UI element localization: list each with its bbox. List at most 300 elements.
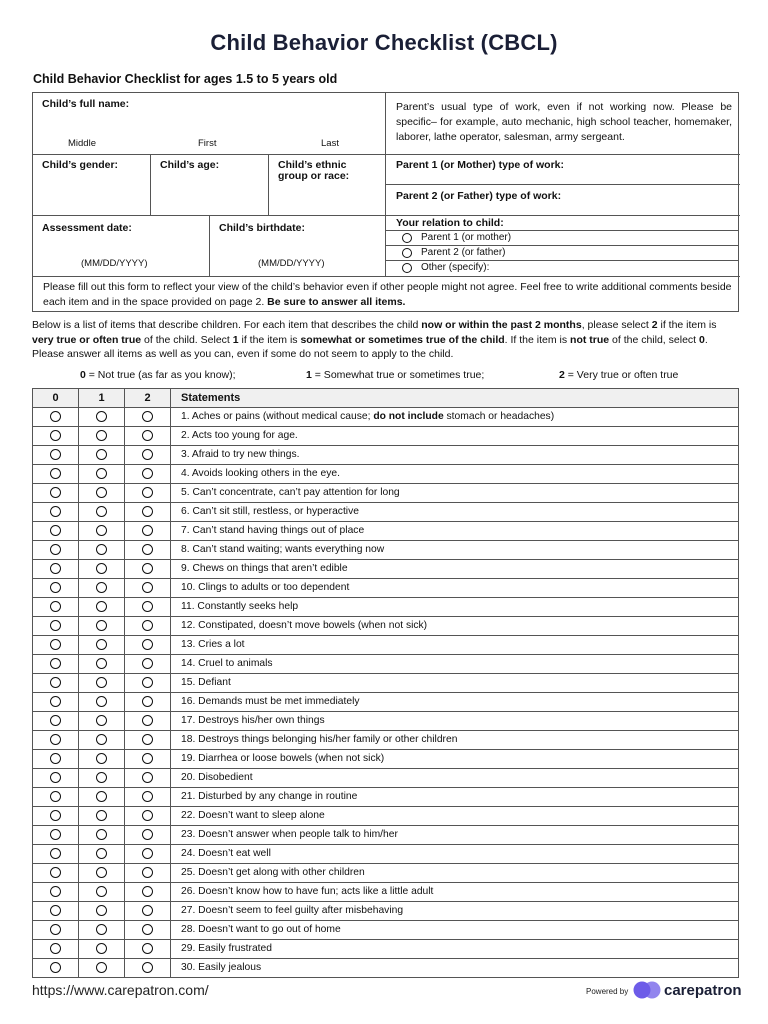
radio-option-0[interactable] — [50, 886, 61, 897]
radio-option-1[interactable] — [96, 848, 107, 859]
rating-cell-0 — [33, 863, 79, 882]
radio-option-2[interactable] — [142, 810, 153, 821]
column-header-0: 0 — [33, 389, 79, 408]
radio-option-2[interactable] — [142, 620, 153, 631]
rating-cell-1 — [79, 635, 125, 654]
statement-label: 17. Destroys his/her own things — [181, 715, 325, 727]
rating-cell-2 — [125, 502, 171, 521]
rating-cell-2 — [125, 920, 171, 939]
age-cell[interactable] — [151, 155, 269, 216]
radio-option-0[interactable] — [50, 962, 61, 973]
intro-bold: 0 — [699, 333, 705, 346]
parent2-work-cell[interactable] — [386, 185, 740, 216]
statement-label: 22. Doesn’t want to sleep alone — [181, 810, 325, 822]
radio-option-2[interactable] — [142, 886, 153, 897]
form-instructions — [43, 280, 733, 310]
statement-text — [171, 692, 739, 711]
statement-label: 15. Defiant — [181, 677, 231, 689]
child-info-table — [32, 92, 739, 312]
powered-by-text: Powered by — [586, 987, 629, 996]
ethnic-label-1: Child’s ethnic — [278, 159, 347, 171]
radio-option-1[interactable] — [96, 506, 107, 517]
radio-option-1[interactable] — [96, 905, 107, 916]
statement-text — [171, 502, 739, 521]
rating-cell-0 — [33, 844, 79, 863]
rating-cell-2 — [125, 673, 171, 692]
statement-label: 12. Constipated, doesn’t move bowels (when not sick) — [181, 620, 428, 632]
radio-option-0[interactable] — [50, 487, 61, 498]
rating-cell-0 — [33, 749, 79, 768]
rating-cell-0 — [33, 483, 79, 502]
radio-option-0[interactable] — [50, 430, 61, 441]
radio-option-0[interactable] — [50, 639, 61, 650]
radio-option-2[interactable] — [142, 829, 153, 840]
column-header-1: 1 — [79, 389, 125, 408]
table-row — [33, 730, 739, 749]
rating-cell-1 — [79, 673, 125, 692]
radio-option-1[interactable] — [96, 582, 107, 593]
statement-label: 3. Afraid to try new things. — [181, 449, 300, 461]
radio-circle[interactable] — [402, 263, 412, 273]
radio-option-1[interactable] — [96, 411, 107, 422]
statement-text — [171, 787, 739, 806]
radio-option-2[interactable] — [142, 677, 153, 688]
rating-cell-1 — [79, 464, 125, 483]
radio-option-2[interactable] — [142, 658, 153, 669]
intro-text: . Please answer all items as well as you can, even if some do not seem to apply to the child. — [32, 333, 708, 360]
radio-option-2[interactable] — [142, 772, 153, 783]
rating-cell-0 — [33, 616, 79, 635]
radio-option-0[interactable] — [50, 924, 61, 935]
statement-label: 2. Acts too young for age. — [181, 430, 298, 442]
rating-cell-2 — [125, 806, 171, 825]
rating-cell-1 — [79, 920, 125, 939]
rating-cell-0 — [33, 692, 79, 711]
rating-cell-2 — [125, 825, 171, 844]
rating-cell-1 — [79, 483, 125, 502]
rating-cell-0 — [33, 825, 79, 844]
rating-cell-0 — [33, 578, 79, 597]
statement-text — [171, 882, 739, 901]
instructions-emphasis: Be sure to answer all items. — [267, 296, 406, 308]
age-label: Child’s age: — [160, 159, 220, 171]
statement-label: 6. Can’t sit still, restless, or hyperactive — [181, 506, 359, 518]
radio-option-2[interactable] — [142, 449, 153, 460]
radio-option-1[interactable] — [96, 430, 107, 441]
radio-option-0[interactable] — [50, 468, 61, 479]
table-row — [33, 597, 739, 616]
table-row — [33, 426, 739, 445]
table-row — [33, 407, 739, 426]
radio-option-2[interactable] — [142, 734, 153, 745]
intro-bold: 2 — [651, 319, 658, 331]
table-row — [33, 635, 739, 654]
rating-cell-2 — [125, 882, 171, 901]
radio-option-2[interactable] — [142, 924, 153, 935]
statement-label: 29. Easily frustrated — [181, 943, 272, 955]
statement-text — [171, 426, 739, 445]
option-label: Parent 1 (or mother) — [421, 232, 512, 243]
full-name-cell[interactable] — [33, 93, 386, 155]
statement-text — [171, 654, 739, 673]
intro-bold: not true — [570, 333, 610, 346]
statement-label: 9. Chews on things that aren’t edible — [181, 563, 348, 575]
parent1-work-label: Parent 1 (or Mother) type of work: — [396, 159, 565, 171]
intro-text: if the item is — [657, 319, 717, 331]
table-row — [33, 882, 739, 901]
assessment-date-cell[interactable] — [33, 216, 210, 277]
statement-text — [171, 711, 739, 730]
rating-cell-0 — [33, 597, 79, 616]
radio-option-0[interactable] — [50, 867, 61, 878]
rating-cell-2 — [125, 559, 171, 578]
statement-label: 5. Can’t concentrate, can’t pay attention for long — [181, 487, 400, 499]
table-row — [33, 578, 739, 597]
statement-text — [171, 939, 739, 958]
intro-text: if the item is — [238, 333, 301, 346]
radio-option-2[interactable] — [142, 715, 153, 726]
radio-option-1[interactable] — [96, 658, 107, 669]
radio-option-1[interactable] — [96, 601, 107, 612]
page-title: Child Behavior Checklist (CBCL) — [210, 30, 558, 55]
rating-cell-2 — [125, 597, 171, 616]
statement-label: 25. Doesn’t get along with other children — [181, 867, 365, 879]
gender-label: Child’s gender: — [42, 159, 119, 171]
statement-text — [171, 407, 739, 426]
statement-text — [171, 559, 739, 578]
rating-cell-0 — [33, 407, 79, 426]
radio-option-1[interactable] — [96, 525, 107, 536]
statement-text — [171, 749, 739, 768]
radio-option-0[interactable] — [50, 753, 61, 764]
radio-option-2[interactable] — [142, 601, 153, 612]
rating-cell-0 — [33, 445, 79, 464]
relation-option-other[interactable] — [386, 260, 739, 275]
radio-option-0[interactable] — [50, 696, 61, 707]
table-row — [33, 692, 739, 711]
rating-cell-0 — [33, 806, 79, 825]
rating-cell-1 — [79, 939, 125, 958]
rating-cell-0 — [33, 920, 79, 939]
radio-option-0[interactable] — [50, 506, 61, 517]
radio-option-2[interactable] — [142, 867, 153, 878]
birthdate-label: Child’s birthdate: — [219, 222, 305, 234]
radio-option-2[interactable] — [142, 962, 153, 973]
radio-option-2[interactable] — [142, 639, 153, 650]
table-row — [33, 654, 739, 673]
table-row — [33, 825, 739, 844]
radio-option-1[interactable] — [96, 772, 107, 783]
radio-option-0[interactable] — [50, 791, 61, 802]
rating-cell-2 — [125, 863, 171, 882]
rating-cell-2 — [125, 407, 171, 426]
radio-option-2[interactable] — [142, 506, 153, 517]
birthdate-cell[interactable] — [210, 216, 386, 277]
radio-option-2[interactable] — [142, 696, 153, 707]
radio-option-1[interactable] — [96, 791, 107, 802]
table-row — [33, 711, 739, 730]
legend-value: = Not true (as far as you know); — [85, 369, 236, 381]
rating-cell-1 — [79, 407, 125, 426]
radio-option-1[interactable] — [96, 544, 107, 555]
rating-cell-1 — [79, 730, 125, 749]
radio-circle[interactable] — [402, 233, 412, 243]
statement-text — [171, 540, 739, 559]
statement-label: 28. Doesn’t want to go out of home — [181, 924, 341, 936]
statement-text — [171, 958, 739, 977]
ethnic-cell[interactable] — [269, 155, 386, 216]
intro-text: , please select — [581, 319, 652, 331]
table-row — [33, 787, 739, 806]
statement-text — [171, 768, 739, 787]
rating-cell-0 — [33, 768, 79, 787]
statement-text — [171, 901, 739, 920]
radio-option-2[interactable] — [142, 525, 153, 536]
statement-text — [171, 863, 739, 882]
radio-option-0[interactable] — [50, 620, 61, 631]
statement-label: 10. Clings to adults or too dependent — [181, 582, 350, 594]
radio-option-1[interactable] — [96, 943, 107, 954]
work-note: Parent’s usual type of work, even if not working now. Please be specific– for example, auto mechanic, high school teacher, homemaker, laborer, lathe operator, salesman, army sergeant. — [396, 101, 732, 143]
radio-option-2[interactable] — [142, 430, 153, 441]
radio-option-1[interactable] — [96, 886, 107, 897]
legend-key: 0 — [80, 369, 86, 381]
radio-option-1[interactable] — [96, 867, 107, 878]
relation-cell — [386, 216, 740, 277]
intro-text: Below is a list of items that describe children. For each item that describes the child — [32, 319, 422, 331]
assessment-date-label: Assessment date: — [42, 222, 132, 234]
table-row — [33, 616, 739, 635]
rating-cell-0 — [33, 673, 79, 692]
radio-option-2[interactable] — [142, 753, 153, 764]
statement-label: 20. Disobedient — [181, 772, 253, 784]
statement-text — [171, 844, 739, 863]
radio-option-0[interactable] — [50, 449, 61, 460]
legend-2 — [559, 369, 678, 381]
legend-1 — [306, 369, 484, 381]
radio-option-1[interactable] — [96, 639, 107, 650]
rating-cell-2 — [125, 635, 171, 654]
radio-option-0[interactable] — [50, 563, 61, 574]
rating-cell-2 — [125, 692, 171, 711]
table-row — [33, 445, 739, 464]
intro-bold: 1 — [232, 333, 239, 346]
statement-label: 26. Doesn’t know how to have fun; acts like a little adult — [181, 886, 434, 898]
rating-cell-1 — [79, 844, 125, 863]
rating-cell-0 — [33, 939, 79, 958]
radio-option-1[interactable] — [96, 829, 107, 840]
rating-cell-2 — [125, 521, 171, 540]
rating-cell-1 — [79, 787, 125, 806]
last-label: Last — [321, 138, 339, 149]
table-row — [33, 673, 739, 692]
rating-cell-2 — [125, 749, 171, 768]
statement-label: 19. Diarrhea or loose bowels (when not sick) — [181, 753, 385, 765]
rating-cell-1 — [79, 711, 125, 730]
rating-cell-2 — [125, 654, 171, 673]
radio-circle[interactable] — [402, 248, 412, 258]
radio-option-1[interactable] — [96, 924, 107, 935]
ethnic-label-2: group or race: — [278, 170, 350, 182]
intro-text: . If the item is — [504, 333, 571, 346]
table-row — [33, 958, 739, 977]
statement-label: 8. Can’t stand waiting; wants everything now — [181, 544, 385, 556]
intro-bold: somewhat or sometimes true of the child — [300, 333, 505, 346]
rating-cell-2 — [125, 445, 171, 464]
radio-option-2[interactable] — [142, 411, 153, 422]
parent1-work-cell[interactable] — [386, 155, 740, 185]
statement-label: 13. Cries a lot — [181, 639, 245, 651]
relation-option-parent2[interactable] — [386, 245, 739, 260]
date-format-hint: (MM/DD/YYYY) — [81, 258, 148, 269]
radio-option-1[interactable] — [96, 715, 107, 726]
statement-label: stomach or headaches) — [443, 411, 555, 423]
rating-cell-0 — [33, 559, 79, 578]
parent2-work-label: Parent 2 (or Father) type of work: — [396, 190, 562, 202]
work-note-cell — [386, 93, 740, 155]
checklist-intro — [32, 318, 739, 362]
rating-cell-0 — [33, 426, 79, 445]
rating-cell-0 — [33, 540, 79, 559]
table-row — [33, 559, 739, 578]
statement-label: 4. Avoids looking others in the eye. — [181, 468, 340, 480]
rating-cell-2 — [125, 901, 171, 920]
rating-cell-1 — [79, 806, 125, 825]
radio-option-2[interactable] — [142, 563, 153, 574]
radio-option-2[interactable] — [142, 905, 153, 916]
radio-option-0[interactable] — [50, 943, 61, 954]
table-row — [33, 768, 739, 787]
statement-text — [171, 730, 739, 749]
rating-cell-0 — [33, 787, 79, 806]
radio-option-1[interactable] — [96, 696, 107, 707]
rating-cell-2 — [125, 711, 171, 730]
statement-label: 23. Doesn’t answer when people talk to him/her — [181, 829, 398, 841]
statement-text — [171, 920, 739, 939]
statement-text — [171, 673, 739, 692]
rating-cell-2 — [125, 578, 171, 597]
radio-option-0[interactable] — [50, 905, 61, 916]
radio-option-0[interactable] — [50, 829, 61, 840]
radio-option-1[interactable] — [96, 810, 107, 821]
radio-option-2[interactable] — [142, 468, 153, 479]
rating-cell-1 — [79, 882, 125, 901]
rating-cell-0 — [33, 711, 79, 730]
radio-option-1[interactable] — [96, 620, 107, 631]
carepatron-logo-icon — [633, 981, 661, 999]
statement-label: 18. Destroys things belonging his/her family or other children — [181, 734, 458, 746]
rating-cell-1 — [79, 958, 125, 977]
rating-cell-0 — [33, 958, 79, 977]
intro-text: of the child. Select — [141, 333, 233, 346]
table-row — [33, 502, 739, 521]
table-row — [33, 464, 739, 483]
rating-cell-2 — [125, 844, 171, 863]
rating-cell-1 — [79, 901, 125, 920]
statements-table — [32, 388, 739, 978]
statement-label: 1. Aches or pains (without medical cause; — [181, 411, 374, 423]
rating-cell-2 — [125, 540, 171, 559]
legend-value: = Somewhat true or sometimes true; — [311, 369, 485, 381]
rating-cell-2 — [125, 730, 171, 749]
rating-cell-1 — [79, 749, 125, 768]
radio-option-0[interactable] — [50, 677, 61, 688]
rating-cell-2 — [125, 939, 171, 958]
statement-label: 7. Can’t stand having things out of place — [181, 525, 365, 537]
rating-cell-1 — [79, 825, 125, 844]
rating-cell-2 — [125, 426, 171, 445]
relation-label: Your relation to child: — [396, 217, 504, 229]
statement-text — [171, 521, 739, 540]
intro-text: of the child, select — [609, 333, 699, 346]
radio-option-2[interactable] — [142, 544, 153, 555]
intro-bold: very true or often true — [32, 333, 142, 346]
table-row — [33, 806, 739, 825]
rating-cell-1 — [79, 540, 125, 559]
radio-option-1[interactable] — [96, 449, 107, 460]
radio-option-1[interactable] — [96, 487, 107, 498]
radio-option-2[interactable] — [142, 848, 153, 859]
legend-key: 2 — [559, 369, 565, 381]
radio-option-1[interactable] — [96, 468, 107, 479]
radio-option-0[interactable] — [50, 658, 61, 669]
rating-cell-0 — [33, 521, 79, 540]
rating-cell-2 — [125, 464, 171, 483]
radio-option-0[interactable] — [50, 734, 61, 745]
radio-option-0[interactable] — [50, 544, 61, 555]
table-row — [33, 540, 739, 559]
radio-option-0[interactable] — [50, 525, 61, 536]
radio-option-2[interactable] — [142, 487, 153, 498]
rating-cell-1 — [79, 521, 125, 540]
form-subtitle: Child Behavior Checklist for ages 1.5 to 5 years old — [33, 72, 338, 86]
statement-text — [171, 464, 739, 483]
radio-option-0[interactable] — [50, 582, 61, 593]
statement-text — [171, 445, 739, 464]
radio-option-1[interactable] — [96, 563, 107, 574]
rating-cell-1 — [79, 692, 125, 711]
radio-option-0[interactable] — [50, 848, 61, 859]
radio-option-2[interactable] — [142, 943, 153, 954]
radio-option-1[interactable] — [96, 734, 107, 745]
gender-cell[interactable] — [33, 155, 151, 216]
radio-option-2[interactable] — [142, 791, 153, 802]
rating-cell-2 — [125, 768, 171, 787]
table-row — [33, 521, 739, 540]
radio-option-1[interactable] — [96, 677, 107, 688]
radio-option-2[interactable] — [142, 582, 153, 593]
rating-cell-0 — [33, 502, 79, 521]
radio-option-0[interactable] — [50, 601, 61, 612]
radio-option-1[interactable] — [96, 753, 107, 764]
statement-label: 21. Disturbed by any change in routine — [181, 791, 358, 803]
legend-0 — [80, 369, 236, 381]
statement-text — [171, 578, 739, 597]
radio-option-0[interactable] — [50, 810, 61, 821]
statement-label: 14. Cruel to animals — [181, 658, 273, 670]
radio-option-0[interactable] — [50, 772, 61, 783]
statement-text — [171, 483, 739, 502]
column-header-statements: Statements — [171, 389, 739, 408]
radio-option-0[interactable] — [50, 715, 61, 726]
table-row — [33, 483, 739, 502]
statement-text — [171, 825, 739, 844]
radio-option-0[interactable] — [50, 411, 61, 422]
relation-option-parent1[interactable] — [386, 230, 739, 245]
footer-link[interactable]: https://www.carepatron.com/ — [32, 982, 209, 998]
full-name-label: Child’s full name: — [42, 98, 130, 110]
radio-option-1[interactable] — [96, 962, 107, 973]
